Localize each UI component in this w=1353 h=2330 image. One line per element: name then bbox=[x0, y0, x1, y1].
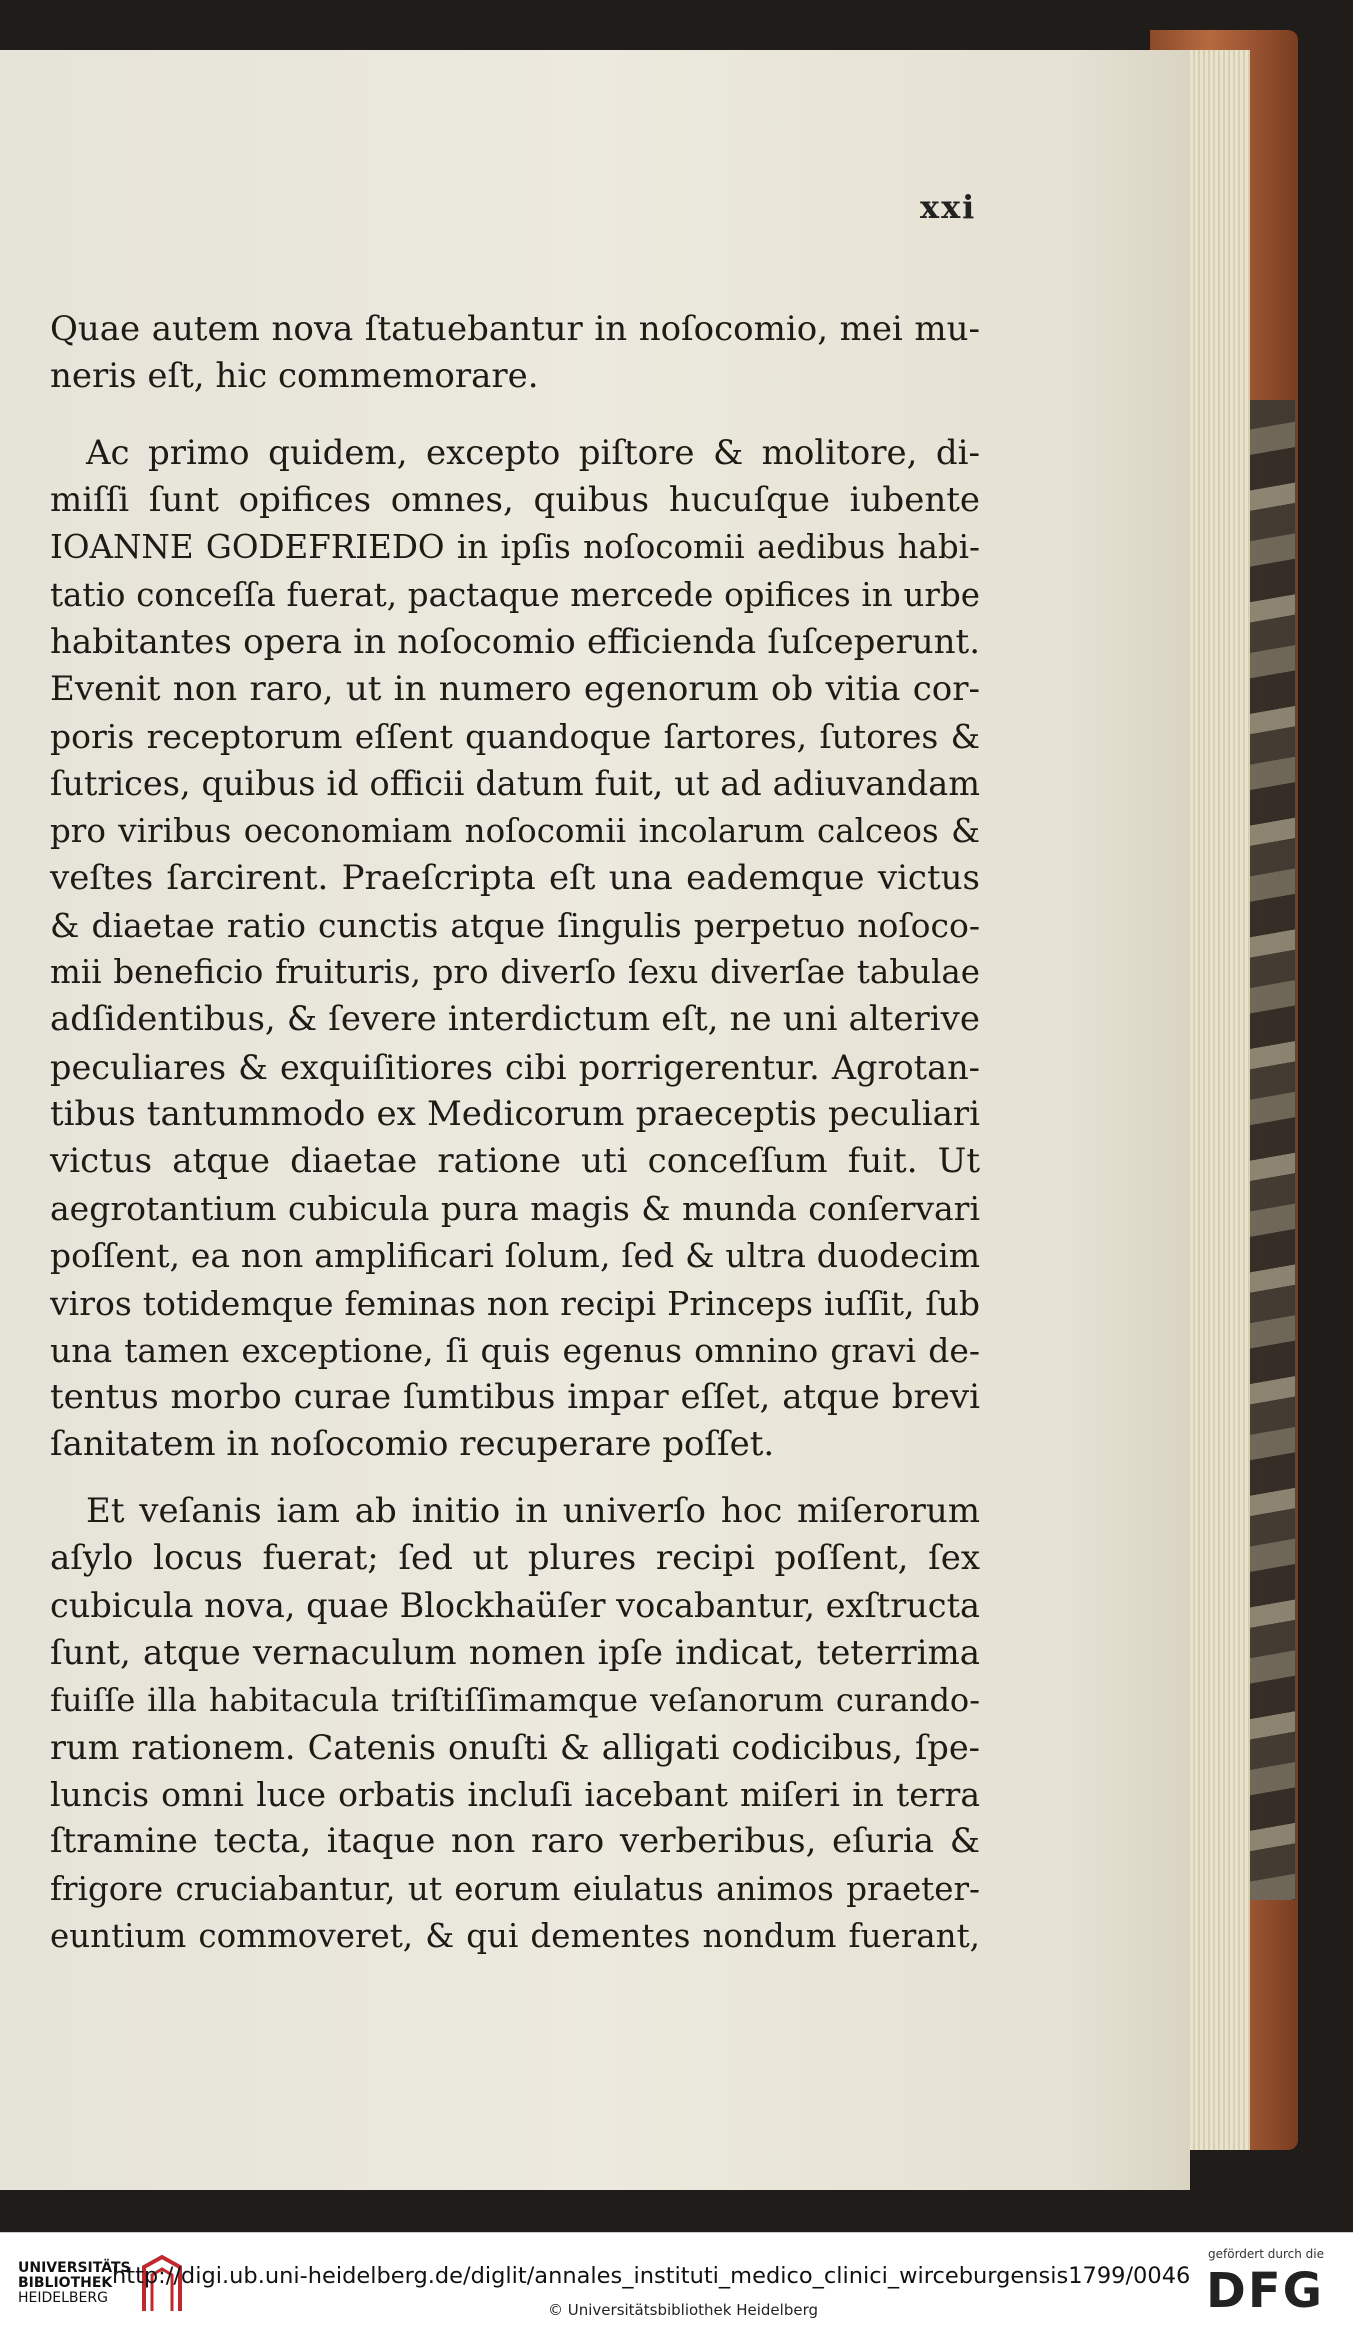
paragraph-2 bbox=[50, 430, 980, 1468]
text-line: luncis omni luce orbatis incluſi iacebant miſeri in terra bbox=[50, 1775, 980, 1815]
text-line: ſtramine tecta, itaque non raro verberibus, eſuria & bbox=[50, 1821, 980, 1862]
text-line: poſſent, ea non amplificari ſolum, ſed & ultra duodecim bbox=[50, 1236, 980, 1276]
text-line: IOANNE GODEFRIEDO in ipſis noſocomii aedibus habi- bbox=[50, 528, 980, 567]
marbled-cover bbox=[1245, 400, 1295, 1900]
text-line: & diaetae ratio cunctis atque ſingulis perpetuo noſoco- bbox=[50, 906, 980, 946]
text-line: fuiſſe illa habitacula triſtiſſimamque veſanorum curando- bbox=[50, 1680, 980, 1719]
text-line: tibus tantummodo ex Medicorum praeceptis peculiari bbox=[50, 1093, 980, 1134]
permalink-url[interactable]: http://digi.ub.uni-heidelberg.de/diglit/annales_instituti_medico_clinici_wirceburgensis1799/0046 bbox=[112, 2263, 1191, 2289]
text-line: Quae autem nova ſtatuebantur in noſocomio, mei mu- bbox=[50, 309, 980, 349]
text-line: aegrotantium cubicula pura magis & munda conſervari bbox=[50, 1189, 980, 1229]
text-line: neris eſt, hic commemorare. bbox=[50, 356, 539, 397]
text-line: adſidentibus, & ſevere interdictum eſt, ne uni alterive bbox=[50, 999, 980, 1040]
text-line: una tamen exceptione, ſi quis egenus omnino gravi de- bbox=[50, 1330, 980, 1370]
text-line: viros totidemque feminas non recipi Princeps iuſſit, ſub bbox=[50, 1283, 980, 1323]
text-line: Ac primo quidem, excepto piſtore & molitore, di- bbox=[86, 433, 980, 473]
text-line: ſunt, atque vernaculum nomen ipſe indicat, teterrima bbox=[50, 1632, 980, 1673]
text-line: victus atque diaetae ratione uti conceſſum fuit. Ut bbox=[50, 1141, 980, 1182]
book-page bbox=[0, 50, 1190, 2190]
text-line: euntium commoveret, & qui dementes nondum fuerant, bbox=[50, 1916, 980, 1955]
library-name-line: UNIVERSITÄTS bbox=[18, 2260, 131, 2276]
paragraph-1 bbox=[50, 306, 980, 400]
text-line: Evenit non raro, ut in numero egenorum ob vitia cor- bbox=[50, 669, 980, 710]
text-line: ſanitatem in noſocomio recuperare poſſet. bbox=[50, 1424, 775, 1465]
text-line: habitantes opera in noſocomio efficienda ſuſceperunt. bbox=[50, 621, 980, 662]
text-line: rum rationem. Catenis onuſti & alligati codicibus, ſpe- bbox=[50, 1728, 980, 1768]
text-line: Et veſanis iam ab initio in univerſo hoc miſerorum bbox=[86, 1491, 980, 1531]
page-number: xxi bbox=[920, 188, 977, 226]
library-name-line: BIBLIOTHEK bbox=[18, 2275, 113, 2291]
dfg-logo: DFG bbox=[1206, 2263, 1325, 2319]
viewer-footer bbox=[0, 2232, 1353, 2330]
funding-note: gefördert durch die bbox=[1208, 2247, 1324, 2261]
library-name-line: HEIDELBERG bbox=[18, 2290, 108, 2306]
text-line: aſylo locus fuerat; ſed ut plures recipi poſſent, ſex bbox=[50, 1538, 980, 1579]
text-line: miſſi ſunt opifices omnes, quibus hucuſque iubente bbox=[50, 480, 980, 521]
text-line: tentus morbo curae ſumtibus impar eſſet, atque brevi bbox=[50, 1377, 980, 1418]
text-line: veſtes ſarcirent. Praeſcripta eſt una eademque victus bbox=[50, 857, 980, 898]
text-line: frigore cruciabantur, ut eorum eiulatus animos praeter- bbox=[50, 1869, 980, 1908]
text-line: tatio conceſſa fuerat, pactaque mercede opifices in urbe bbox=[50, 575, 980, 614]
text-line: mii beneficio fruituris, pro diverſo ſexu diverſae tabulae bbox=[50, 953, 980, 992]
text-line: cubicula nova, quae Blockhaüſer vocabantur, exſtructa bbox=[50, 1586, 981, 1626]
text-line: peculiares & exquiſitiores cibi porrigerentur. Agrotan- bbox=[50, 1047, 980, 1087]
text-line: pro viribus oeconomiam noſocomii incolarum calceos & bbox=[50, 811, 980, 850]
text-line: poris receptorum eſſent quandoque ſartores, ſutores & bbox=[50, 717, 980, 757]
paragraph-3 bbox=[50, 1488, 980, 1960]
text-line: ſutrices, quibus id officii datum fuit, ut ad adiuvandam bbox=[50, 764, 980, 804]
copyright-text: © Universitätsbibliothek Heidelberg bbox=[548, 2301, 819, 2319]
